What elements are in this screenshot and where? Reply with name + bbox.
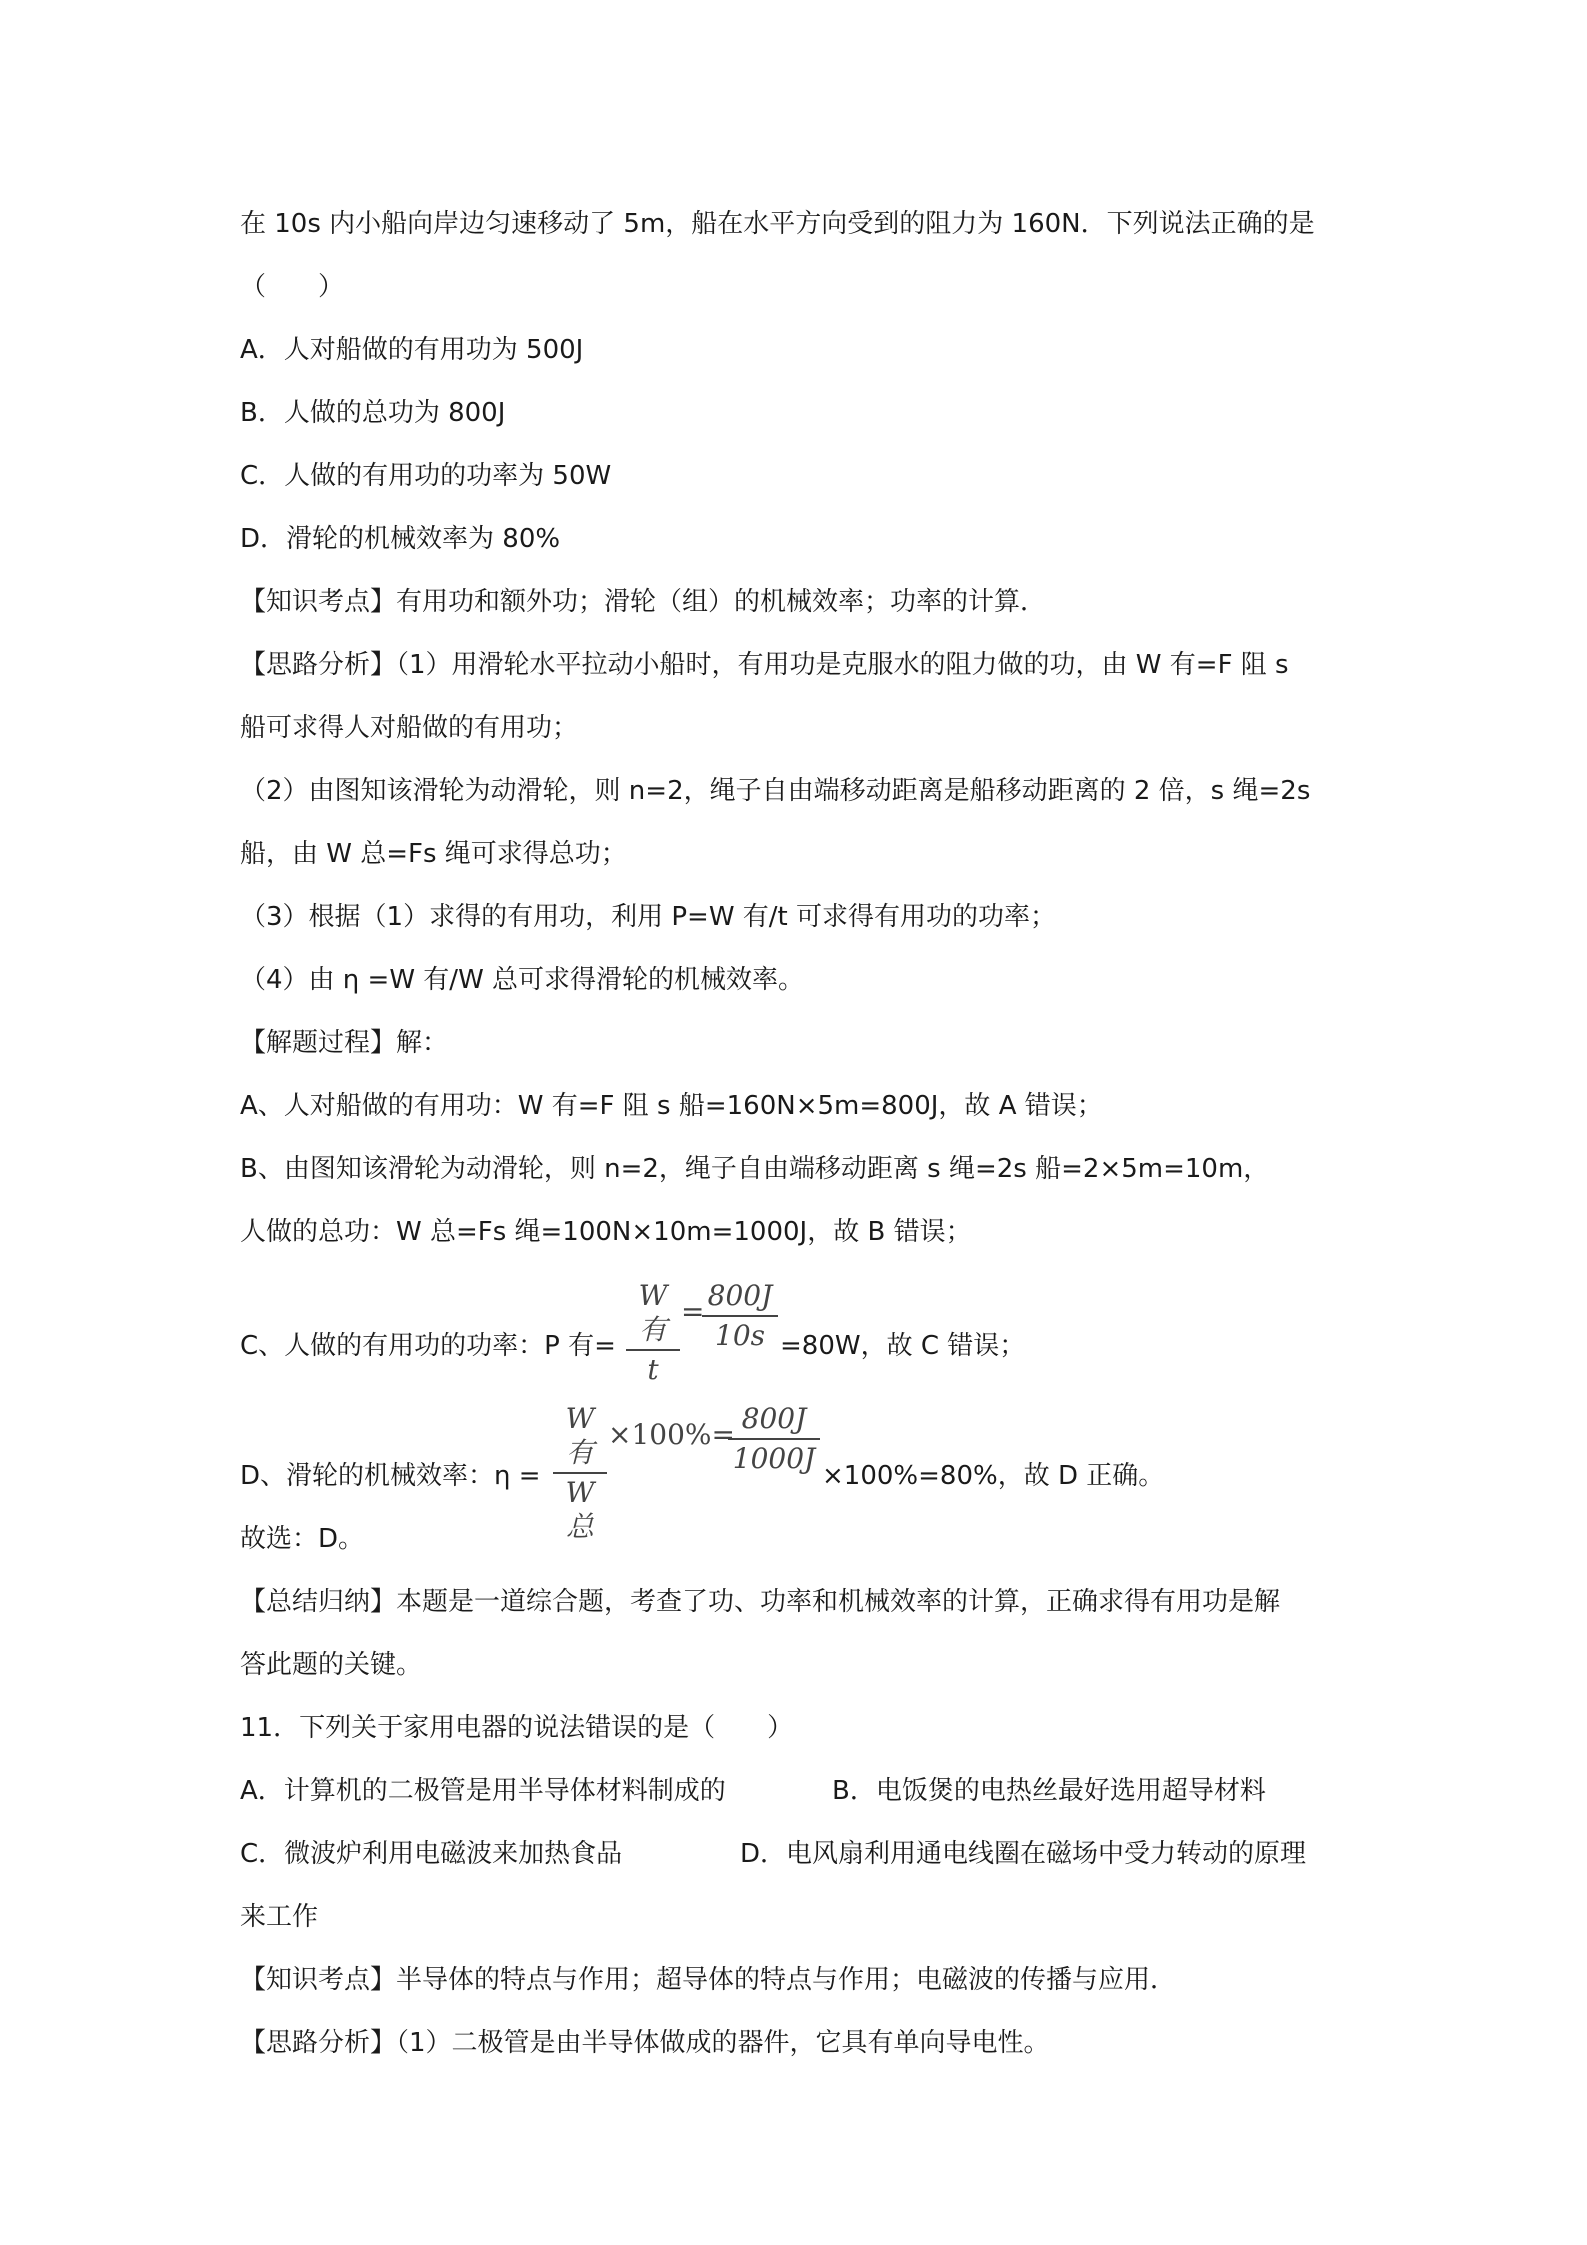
fraction-numerator: 800J — [741, 1402, 807, 1435]
solution-c-suffix: =80W，故 C 错误； — [780, 1331, 1026, 1361]
q10-summary-line-1: 【总结归纳】本题是一道综合题，考查了功、功率和机械效率的计算，正确求得有用功是解 — [240, 1587, 1281, 1617]
q10-analysis-line-5: （3）根据（1）求得的有用功，利用 P=W 有/t 可求得有用功的功率； — [240, 902, 1057, 932]
q11-option-d-continued: 来工作 — [240, 1902, 319, 1932]
q10-solution-b: B、由图知该滑轮为动滑轮，则 n=2，绳子自由端移动距离 s 绳=2s 船=2×5m=10m， — [240, 1154, 1270, 1184]
q10-knowledge-points: 【知识考点】有用功和额外功；滑轮（组）的机械效率；功率的计算． — [240, 587, 1047, 617]
fraction-denominator: W总 — [565, 1476, 595, 1543]
fraction-numerator: W有 — [565, 1402, 595, 1469]
fraction-bar — [626, 1349, 680, 1351]
q10-option-a: A．人对船做的有用功为 500J — [240, 335, 584, 365]
q10-option-c: C．人做的有用功的功率为 50W — [240, 461, 612, 491]
q10-analysis-line-2: 船可求得人对船做的有用功； — [240, 713, 579, 743]
fraction-useful-work-over-time — [626, 1279, 680, 1387]
q10-analysis-line-3: （2）由图知该滑轮为动滑轮，则 n=2，绳子自由端移动距离是船移动距离的 2 倍，s 绳=2s — [240, 776, 1311, 806]
q10-final-choice: 故选：D。 — [240, 1524, 365, 1554]
fraction-numerator: 800J — [707, 1279, 773, 1312]
fraction-bar — [702, 1315, 778, 1317]
fraction-denominator: 1000J — [732, 1442, 816, 1475]
q10-option-b: B．人做的总功为 800J — [240, 398, 506, 428]
q10-solution-a: A、人对船做的有用功：W 有=F 阻 s 船=160N×5m=800J，故 A 错误； — [240, 1091, 1103, 1121]
q10-analysis-line-6: （4）由 η =W 有/W 总可求得滑轮的机械效率。 — [240, 965, 805, 995]
q11-stem: 11．下列关于家用电器的说法错误的是（ ） — [240, 1713, 794, 1743]
q11-option-b: B．电饭煲的电热丝最好选用超导材料 — [832, 1776, 1266, 1806]
fraction-bar — [728, 1438, 820, 1440]
solution-d-prefix: D、滑轮的机械效率：η = — [240, 1461, 541, 1491]
fraction-denominator: t — [647, 1353, 659, 1386]
q11-option-c: C．微波炉利用电磁波来加热食品 — [240, 1839, 623, 1869]
q10-summary-line-2: 答此题的关键。 — [240, 1650, 423, 1680]
fraction-800j-over-1000j — [728, 1402, 820, 1476]
fraction-bar — [553, 1472, 607, 1474]
q10-solution-b-total-work: 人做的总功：W 总=Fs 绳=100N×10m=1000J，故 B 错误； — [240, 1217, 972, 1247]
q11-knowledge-points: 【知识考点】半导体的特点与作用；超导体的特点与作用；电磁波的传播与应用． — [240, 1965, 1177, 1995]
q11-analysis-line-1: 【思路分析】（1）二极管是由半导体做成的器件，它具有单向导电性。 — [240, 2028, 1050, 2058]
q10-analysis-line-4: 船，由 W 总=Fs 绳可求得总功； — [240, 839, 627, 869]
q10-solution-heading: 【解题过程】解： — [240, 1028, 449, 1058]
solution-c-prefix: C、人做的有用功的功率：P 有= — [240, 1331, 616, 1361]
solution-d-suffix: ×100%=80%，故 D 正确。 — [822, 1461, 1165, 1491]
q10-option-d: D．滑轮的机械效率为 80% — [240, 524, 561, 554]
times-100-percent: ×100%= — [608, 1418, 735, 1451]
q11-option-d: D．电风扇利用通电线圈在磁场中受力转动的原理 — [740, 1839, 1307, 1869]
q10-stem-line-1: 在 10s 内小船向岸边匀速移动了 5m，船在水平方向受到的阻力为 160N．下列说法正确的是 — [240, 209, 1315, 239]
equals-sign: = — [681, 1295, 705, 1328]
q10-analysis-line-1: 【思路分析】（1）用滑轮水平拉动小船时，有用功是克服水的阻力做的功，由 W 有=F 阻 s — [240, 650, 1289, 680]
fraction-numerator: W有 — [638, 1279, 668, 1346]
fraction-denominator: 10s — [715, 1319, 765, 1352]
fraction-800j-over-10s — [702, 1279, 778, 1353]
q10-stem-line-2: （ ） — [240, 272, 345, 302]
q11-option-a: A．计算机的二极管是用半导体材料制成的 — [240, 1776, 726, 1806]
